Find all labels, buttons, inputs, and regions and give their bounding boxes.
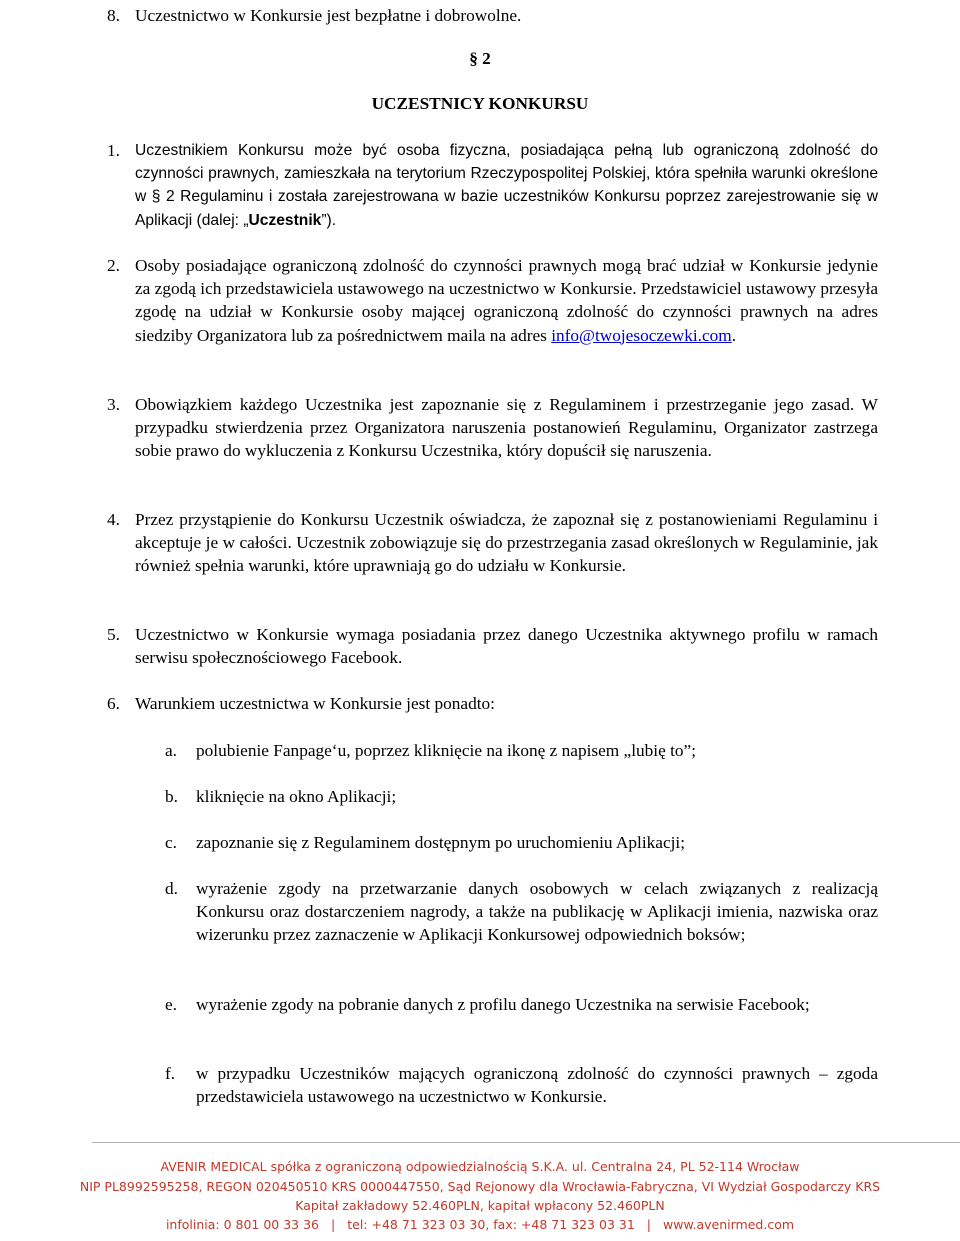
footer-separator: | <box>331 1217 336 1232</box>
item-text: Przez przystąpienie do Konkursu Uczestnik oświadcza, że zapoznał się z postanowieniami Regulaminu i akceptuje je w całości. Uczestnik zobowiązuje się do przestrzegania zasad określonych w Regulaminie, jak również spełnia warunki, które uprawniają go do udziału w Konkursie. <box>135 510 878 576</box>
sub-item-text: wyrażenie zgody na przetwarzanie danych osobowych w celach związanych z realizacją Konkursu oraz dostarczeniem nagrody, a także na publikację w Aplikacji imienia, nazwiska oraz wizerunku przez zaznaczenie w Aplikacji Konkursowej odpowiednich boksów; <box>196 879 878 945</box>
footer-company: AVENIR MEDICAL spółka z ograniczoną odpowiedzialnością S.K.A. ul. Centralna 24, PL 52-114 Wrocław <box>160 1159 800 1174</box>
sub-item-e <box>165 993 878 1016</box>
item-text <box>135 254 878 347</box>
item-number: 5. <box>107 625 120 644</box>
list-item-1 <box>107 139 878 232</box>
item-text: Obowiązkiem każdego Uczestnika jest zapoznanie się z Regulaminem i przestrzeganie jego zasad. W przypadku stwierdzenia przez Organizatora naruszenia postanowień Regulaminu, Organizator zastrzega sobie prawo do wykluczenia z Konkursu Uczestnika, który dopuścił się naruszenia. <box>135 395 878 461</box>
sub-item-text: zapoznanie się z Regulaminem dostępnym po uruchomieniu Aplikacji; <box>196 833 686 852</box>
section-number <box>0 47 960 70</box>
sub-item-a <box>165 739 878 762</box>
item-number: 3. <box>107 395 120 414</box>
sub-item-letter: b. <box>165 787 178 806</box>
sub-item-c <box>165 831 878 854</box>
sub-item-letter: c. <box>165 833 177 852</box>
sub-item-letter: f. <box>165 1064 176 1083</box>
section-symbol: § <box>469 49 478 68</box>
email-link[interactable]: info@twojesoczewki.com <box>551 325 732 345</box>
footer-phone-fax: tel: +48 71 323 03 30, fax: +48 71 323 03 31 <box>347 1217 635 1232</box>
list-item-5 <box>107 623 878 669</box>
sub-item-letter: d. <box>165 879 178 898</box>
item-text <box>135 139 878 232</box>
list-item-4 <box>107 508 878 578</box>
footer-capital: Kapitał zakładowy 52.460PLN, kapitał wpłacony 52.460PLN <box>295 1198 665 1213</box>
sub-item-letter: a. <box>165 741 177 760</box>
sub-item-text: polubienie Fanpage‘u, poprzez kliknięcie na ikonę z napisem „lubię to”; <box>196 741 697 760</box>
item-number: 8. <box>107 6 120 25</box>
item-number: 6. <box>107 694 120 713</box>
defined-term: Uczestnik <box>248 211 322 229</box>
section-number-value: 2 <box>482 49 491 68</box>
item-text-part: . <box>731 325 737 345</box>
footer-separator: | <box>646 1217 651 1232</box>
item-number: 4. <box>107 510 120 529</box>
sub-item-text: wyrażenie zgody na pobranie danych z profilu danego Uczestnika na serwisie Facebook; <box>196 995 810 1014</box>
item-text-part: Osoby posiadające ograniczoną zdolność do czynności prawnych mogą brać udział w Konkursie jedynie za zgodą ich przedstawiciela ustawowego na uczestnictwo w Konkursie. Przedstawiciel ustawowy przesyła zgodę na udział w Konkursie osoby mającej ograniczoną zdolność do czynności prawnych na adres siedziby Organizatora lub za pośrednictwem maila na adres <box>135 256 878 345</box>
sub-item-b <box>165 785 878 808</box>
list-item-2 <box>107 254 878 347</box>
list-item-3 <box>107 393 878 463</box>
sub-item-letter: e. <box>165 995 177 1014</box>
footer-contact <box>0 1215 960 1235</box>
section-title: UCZESTNICY KONKURSU <box>371 94 589 113</box>
sub-item-d <box>165 877 878 947</box>
item-number: 1. <box>107 141 120 160</box>
item-text-part: Uczestnikiem Konkursu może być osoba fizyczna, posiadająca pełną lub ograniczoną zdolność do czynności prawnych, zamieszkała na terytorium Rzeczypospolitej Polskiej, która spełniła warunki określone w § 2 Regulaminu i została zarejestrowana w bazie uczestników Konkursu poprzez zarejestrowanie się w Aplikacji (dalej: „ <box>135 142 878 229</box>
item-text: Uczestnictwo w Konkursie wymaga posiadania przez danego Uczestnika aktywnego profilu w ramach serwisu społecznościowego Facebook. <box>135 625 878 668</box>
item-number: 2. <box>107 256 120 275</box>
item-text-part: ”). <box>321 211 337 229</box>
footer-divider <box>92 1142 960 1143</box>
footer-registration: NIP PL8992595258, REGON 020450510 KRS 0000447550, Sąd Rejonowy dla Wrocławia-Fabryczna, VI Wydział Gospodarczy KRS <box>79 1179 881 1194</box>
item-text: Uczestnictwo w Konkursie jest bezpłatne i dobrowolne. <box>135 6 522 25</box>
sub-item-f <box>165 1062 878 1108</box>
list-item-6 <box>107 692 878 715</box>
sub-item-text: w przypadku Uczestników mających ograniczoną zdolność do czynności prawnych – zgoda przedstawiciela ustawowego na uczestnictwo w Konkursie. <box>196 1064 878 1107</box>
footer-website[interactable]: www.avenirmed.com <box>663 1217 795 1232</box>
list-item-8 <box>107 4 878 27</box>
item-text: Warunkiem uczestnictwa w Konkursie jest ponadto: <box>135 694 495 713</box>
sub-item-text: kliknięcie na okno Aplikacji; <box>196 787 397 806</box>
footer-hotline: infolinia: 0 801 00 33 36 <box>165 1217 320 1232</box>
